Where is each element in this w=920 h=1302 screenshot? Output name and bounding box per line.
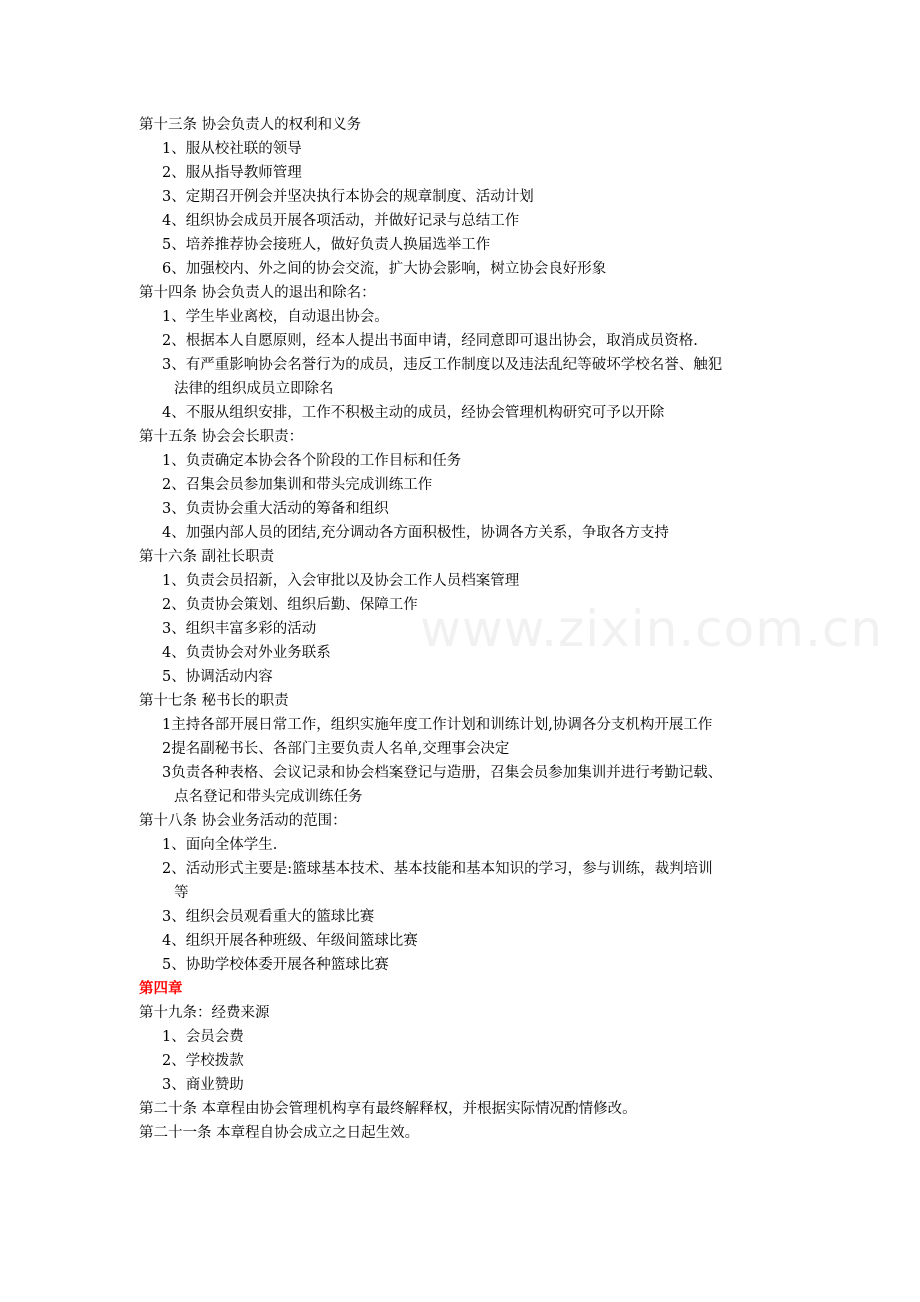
article-heading: 第十七条 秘书长的职责 <box>139 693 289 709</box>
list-item: 4、不服从组织安排，工作不积极主动的成员，经协会管理机构研究可予以开除 <box>162 405 665 421</box>
list-item: 3、负责协会重大活动的筹备和组织 <box>162 501 389 517</box>
list-item: 5、协调活动内容 <box>162 669 273 685</box>
list-item: 3、商业赞助 <box>162 1077 244 1093</box>
list-item-continuation: 点名登记和带头完成训练任务 <box>174 789 363 805</box>
list-item: 1、服从校社联的领导 <box>162 141 302 157</box>
list-item: 3、组织丰富多彩的活动 <box>162 621 317 637</box>
article-heading: 第十六条 副社长职责 <box>139 549 275 565</box>
list-item: 3、有严重影响协会名誉行为的成员，违反工作制度以及违法乱纪等破坏学校名誉、触犯 <box>162 357 723 373</box>
list-item: 5、协助学校体委开展各种篮球比赛 <box>162 957 389 973</box>
list-item: 2提名副秘书长、各部门主要负责人名单,交理事会决定 <box>162 741 510 757</box>
article-heading: 第十九条：经费来源 <box>139 1005 270 1021</box>
list-item: 4、组织协会成员开展各项活动，并做好记录与总结工作 <box>162 213 520 229</box>
list-item: 2、学校拨款 <box>162 1053 244 1069</box>
list-item: 1、学生毕业离校，自动退出协会。 <box>162 309 389 325</box>
list-item: 4、负责协会对外业务联系 <box>162 645 331 661</box>
article-heading: 第十五条 协会会长职责： <box>139 429 304 445</box>
list-item: 1、负责会员招新，入会审批以及协会工作人员档案管理 <box>162 573 520 589</box>
article-heading: 第十四条 协会负责人的退出和除名： <box>139 285 376 301</box>
list-item: 6、加强校内、外之间的协会交流，扩大协会影响，树立协会良好形象 <box>162 261 607 277</box>
list-item: 1主持各部开展日常工作，组织实施年度工作计划和训练计划,协调各分支机构开展工作 <box>162 717 713 733</box>
article-heading: 第十三条 协会负责人的权利和义务 <box>139 117 362 133</box>
list-item: 1、面向全体学生. <box>162 837 278 853</box>
list-item: 2、活动形式主要是:篮球基本技术、基本技能和基本知识的学习，参与训练，裁判培训 <box>162 861 713 877</box>
list-item: 2、服从指导教师管理 <box>162 165 302 181</box>
list-item: 3负责各种表格、会议记录和协会档案登记与造册，召集会员参加集训并进行考勤记载、 <box>162 765 723 781</box>
list-item: 4、加强内部人员的团结,充分调动各方面积极性，协调各方关系，争取各方支持 <box>162 525 669 541</box>
list-item: 2、召集会员参加集训和带头完成训练工作 <box>162 477 433 493</box>
chapter-heading: 第四章 <box>139 980 183 997</box>
article-heading: 第十八条 协会业务活动的范围： <box>139 813 347 829</box>
watermark: www.zixin.com.cn <box>420 600 884 658</box>
list-item-continuation: 等 <box>174 885 189 901</box>
list-item: 1、负责确定本协会各个阶段的工作目标和任务 <box>162 453 462 469</box>
article-heading: 第二十一条 本章程自协会成立之日起生效。 <box>139 1125 420 1141</box>
list-item: 2、负责协会策划、组织后勤、保障工作 <box>162 597 418 613</box>
list-item: 3、定期召开例会并坚决执行本协会的规章制度、活动计划 <box>162 189 534 205</box>
list-item: 1、会员会费 <box>162 1029 244 1045</box>
list-item: 2、根据本人自愿原则，经本人提出书面申请，经同意即可退出协会，取消成员资格. <box>162 333 698 349</box>
list-item-continuation: 法律的组织成员立即除名 <box>174 381 334 397</box>
list-item: 3、组织会员观看重大的篮球比赛 <box>162 909 375 925</box>
article-heading: 第二十条 本章程由协会管理机构享有最终解释权，并根据实际情况酌情修改。 <box>139 1101 637 1117</box>
list-item: 5、培养推荐协会接班人，做好负责人换届选举工作 <box>162 237 491 253</box>
list-item: 4、组织开展各种班级、年级间篮球比赛 <box>162 933 418 949</box>
